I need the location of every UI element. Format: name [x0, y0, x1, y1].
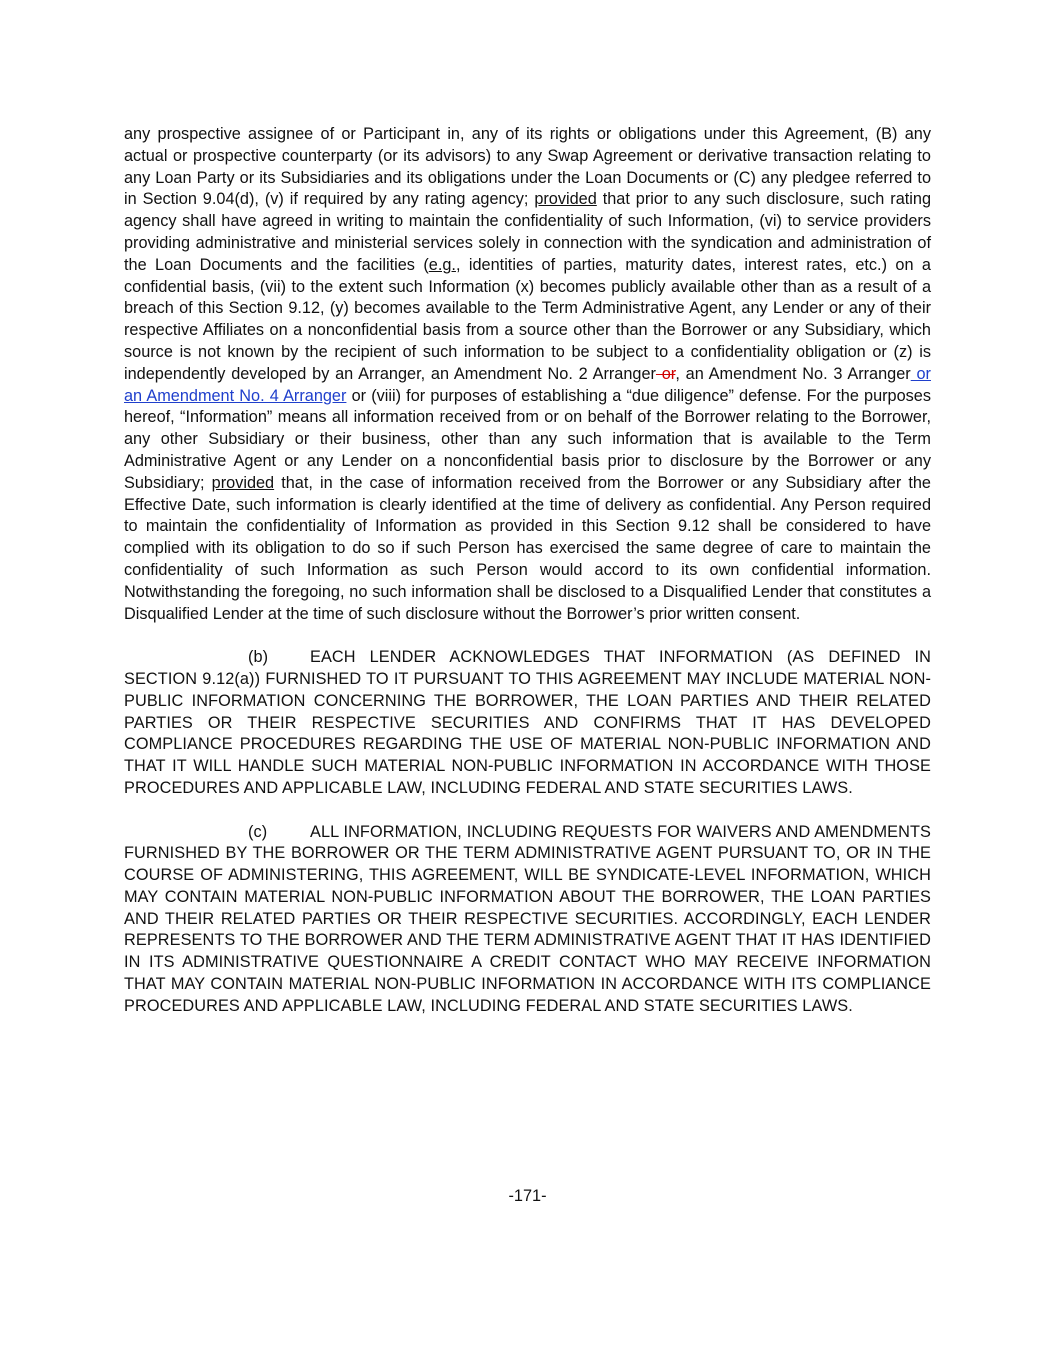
paragraph-c [124, 822, 931, 1018]
paragraph-b [124, 647, 931, 800]
inserted-text-amendment-4: or an Amendment No. 4 Arranger [124, 364, 931, 405]
para-a-text-6: that, in the case of information received from the Borrower or any Subsidiary after the Effective Date, such information is clearly identified at the time of delivery as confidential. Any Person required to maintain the confidentiality of Information as provided in this Section 9.12 shall be considered to have complied with its obligation to do so if such Person has exercised the same degree of care to maintain the confidentiality of such Information as such Person would accord to its own confidential information. Notwithstanding the foregoing, no such information shall be disclosed to a Disqualified Lender that constitutes a Disqualified Lender at the time of such disclosure without the Borrower’s prior written consent. [124, 473, 931, 623]
deleted-text-or: or [655, 364, 676, 383]
para-a-text-5: or (viii) for purposes of establishing a “due diligence” defense. For the purposes hereof, “Information” means all information received from or on behalf of the Borrower relating to the Borrower, any other Subsidiary or their business, other than any such information that is available to the Term Administrative Agent or any Lender on a nonconfidential basis prior to disclosure by the Borrower or any Subsidiary; [124, 386, 931, 492]
para-a-text-2: that prior to any such disclosure, such rating agency shall have agreed in writing to maintain the confidentiality of such Information, (vi) to service providers providing administrative and ministerial services solely in connection with the syndication and administration of the Loan Documents and the facilities ( [124, 190, 931, 274]
paragraph-b-text: EACH LENDER ACKNOWLEDGES THAT INFORMATION (AS DEFINED IN SECTION 9.12(a)) FURNISHED TO IT PURSUANT TO THIS AGREEMENT MAY INCLUDE MATERIAL NON-PUBLIC INFORMATION CONCERNING THE BORROWER, THE LOAN PARTIES AND THEIR RELATED PARTIES OR THEIR RESPECTIVE SECURITIES AND CONFIRMS THAT IT HAS DEVELOPED COMPLIANCE PROCEDURES REGARDING THE USE OF MATERIAL NON-PUBLIC INFORMATION AND THAT IT WILL HANDLE SUCH MATERIAL NON-PUBLIC INFORMATION IN ACCORDANCE WITH THOSE PROCEDURES AND APPLICABLE LAW, INCLUDING FEDERAL AND STATE SECURITIES LAWS. [124, 648, 931, 797]
para-a-text-3: , identities of parties, maturity dates, interest rates, etc.) on a confidential basis, (vii) to the extent such Information (x) becomes publicly available other than as a result of a breach of this Section 9.12, (y) becomes available to the Term Administrative Agent, any Lender or any of their respective Affiliates on a nonconfidential basis from a source other than the Borrower or any Subsidiary, which source is not known by the recipient of such information to be subject to a confidentiality obligation or (z) is independently developed by an Arranger, an Amendment No. 2 Arranger [124, 255, 931, 383]
paragraph-c-number: (c) [248, 822, 268, 841]
para-a-text-1: any prospective assignee of or Participant in, any of its rights or obligations under this Agreement, (B) any actual or prospective counterparty (or its advisors) to any Swap Agreement or derivative transaction relating to any Loan Party or its Subsidiaries and its obligations under the Loan Documents or (C) any pledgee referred to in Section 9.04(d), (v) if required by any rating agency; [124, 125, 931, 209]
document-page [124, 124, 931, 1018]
paragraph-c-text: ALL INFORMATION, INCLUDING REQUESTS FOR WAIVERS AND AMENDMENTS FURNISHED BY THE BORROWER OR THE TERM ADMINISTRATIVE AGENT PURSUANT TO, OR IN THE COURSE OF ADMINISTERING, THIS AGREEMENT, WILL BE SYNDICATE-LEVEL INFORMATION, WHICH MAY CONTAIN MATERIAL NON-PUBLIC INFORMATION ABOUT THE BORROWER, THE LOAN PARTIES AND THEIR RELATED PARTIES OR THEIR RESPECTIVE SECURITIES. ACCORDINGLY, EACH LENDER REPRESENTS TO THE BORROWER AND THE TERM ADMINISTRATIVE AGENT THAT IT HAS IDENTIFIED IN ITS ADMINISTRATIVE QUESTIONNAIRE A CREDIT CONTACT WHO MAY RECEIVE INFORMATION THAT MAY CONTAIN MATERIAL NON-PUBLIC INFORMATION IN ACCORDANCE WITH ITS COMPLIANCE PROCEDURES AND APPLICABLE LAW, INCLUDING FEDERAL AND STATE SECURITIES LAWS. [124, 822, 931, 1015]
paragraph-b-number: (b) [248, 648, 269, 667]
paragraph-a-continuation [124, 124, 931, 625]
provided-term-2: provided [211, 473, 275, 492]
eg-abbreviation: e.g. [428, 255, 456, 274]
page-number: -171- [508, 1187, 547, 1205]
provided-term-1: provided [534, 190, 597, 209]
para-a-text-4: , an Amendment No. 3 Arranger [675, 364, 911, 383]
